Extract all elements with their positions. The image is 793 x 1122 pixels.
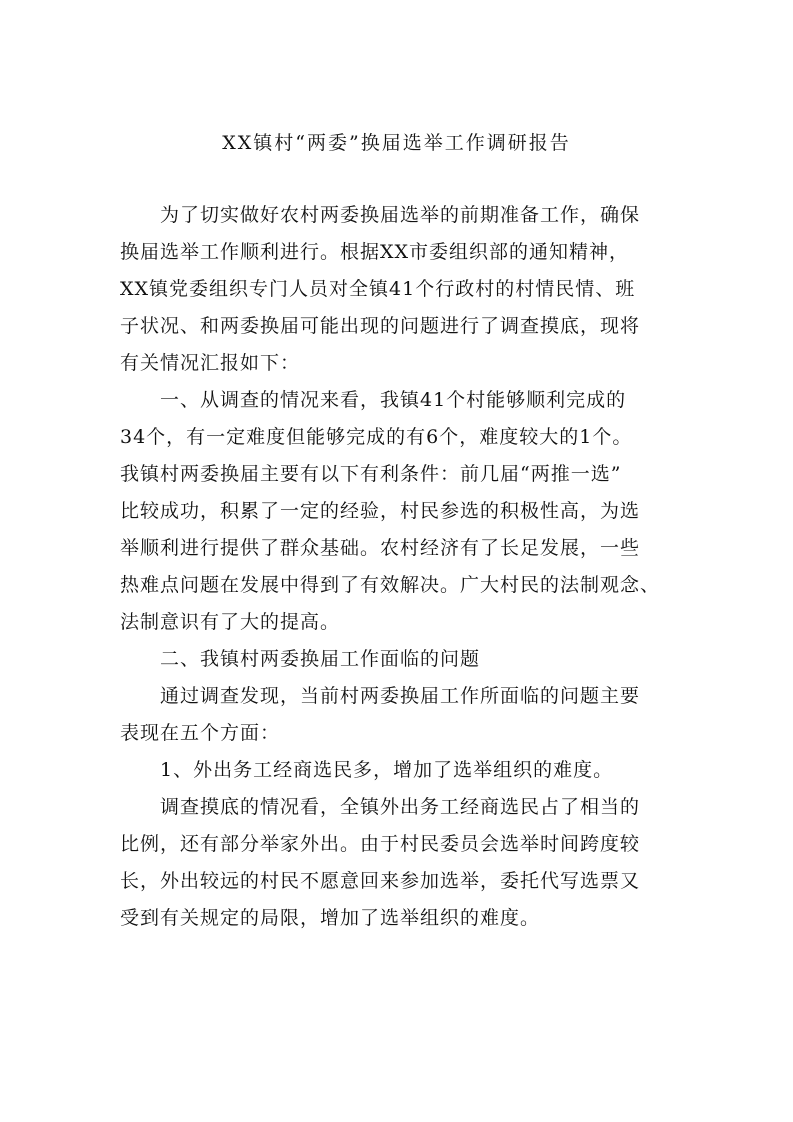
paragraph-line: 换届选举工作顺利进行。根据XX市委组织部的通知精神， (120, 241, 630, 263)
paragraph-line: 举顺利进行提供了群众基础。农村经济有了长足发展，一些 (120, 537, 641, 559)
paragraph-line: 表现在五个方面： (120, 722, 281, 744)
paragraph-line: 受到有关规定的局限，增加了选举组织的难度。 (120, 907, 541, 929)
paragraph-line: 比较成功，积累了一定的经验，村民参选的积极性高，为选 (120, 500, 641, 522)
paragraph-line: 34个，有一定难度但能够完成的有6个，难度较大的1个。 (120, 426, 633, 448)
paragraph-line: 调查摸底的情况看，全镇外出务工经商选民占了相当的 (160, 796, 641, 818)
subsection-heading: 1、外出务工经商选民多，增加了选举组织的难度。 (160, 759, 614, 781)
document-title: XX镇村“两委”换届选举工作调研报告 (222, 132, 571, 154)
paragraph-line: 热难点问题在发展中得到了有效解决。广大村民的法制观念、 (120, 574, 661, 596)
paragraph-line: 子状况、和两委换届可能出现的问题进行了调查摸底，现将 (120, 315, 641, 337)
section-heading: 二、我镇村两委换届工作面临的问题 (160, 648, 481, 670)
paragraph-line: 法制意识有了大的提高。 (120, 611, 341, 633)
document-body (120, 197, 680, 937)
paragraph-line: 长，外出较远的村民不愿意回来参加选举，委托代写选票又 (120, 870, 641, 892)
paragraph-line: 通过调查发现，当前村两委换届工作所面临的问题主要 (160, 685, 641, 707)
paragraph-line: 有关情况汇报如下： (120, 352, 301, 374)
paragraph-line: 比例，还有部分举家外出。由于村民委员会选举时间跨度较 (120, 833, 641, 855)
paragraph-line: 我镇村两委换届主要有以下有利条件：前几届“两推一选” (120, 463, 622, 485)
paragraph-line: 一、从调查的情况来看，我镇41个村能够顺利完成的 (160, 389, 627, 411)
paragraph-line: 为了切实做好农村两委换届选举的前期准备工作，确保 (160, 204, 641, 226)
paragraph-line: XX镇党委组织专门人员对全镇41个行政村的村情民情、班 (120, 278, 636, 300)
